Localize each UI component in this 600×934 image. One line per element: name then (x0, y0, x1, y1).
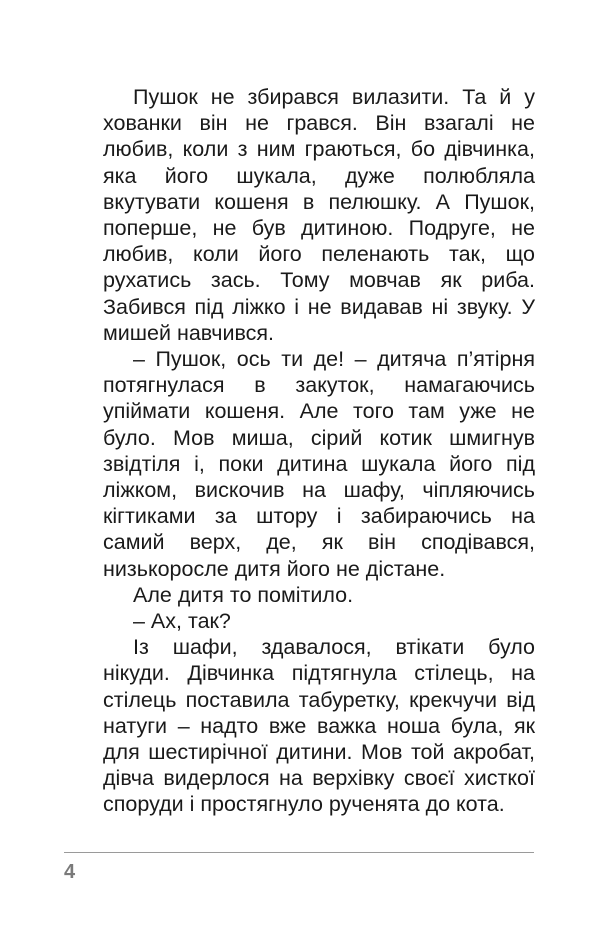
paragraph-4: – Ах, так? (133, 609, 231, 634)
paragraph-5: Із шафи, здавалося, втікати було нікуди. Дівчинка підтягнула стілець, на стілець поставила табуретку, крекчучи від натуги – надто вже важка ноша була, як для шестирічної дитини. Мов той акробат, дівча видерлося на верхівку своєї хисткої споруди і простягнуло рученята до кота. (103, 635, 535, 817)
paragraph-3: Але дитя то помітило. (133, 582, 354, 607)
paragraph-1: Пушок не збирався вилазити. Та й у хованки він не грався. Він взагалі не любив, коли з ним граються, бо дівчинка, яка його шукала, дуже полюбляла вкутувати кошеня в пелюшку. А Пушок, поперше, не був дитиною. Подруге, не любив, коли його пеленають так, що рухатись зась. Тому мовчав як риба. Забився під ліжко і не видавав ні звуку. У мишей навчився. (103, 85, 535, 345)
paragraph-2: – Пушок, ось ти де! – дитяча п’ятірня потягнулася в закуток, намагаючись упіймати кошеня. Але того там уже не було. Мов миша, сірий котик шмигнув звідтіля і, поки дитина шукала його під ліжком, вискочив на шафу, чіпляючись кігтиками за штору і забираючись на самий верх, де, як він сподівався, низькоросле дитя його не дістане. (103, 347, 535, 581)
page-number: 4 (64, 861, 76, 883)
footer-divider (64, 852, 534, 853)
body-text (103, 84, 535, 818)
